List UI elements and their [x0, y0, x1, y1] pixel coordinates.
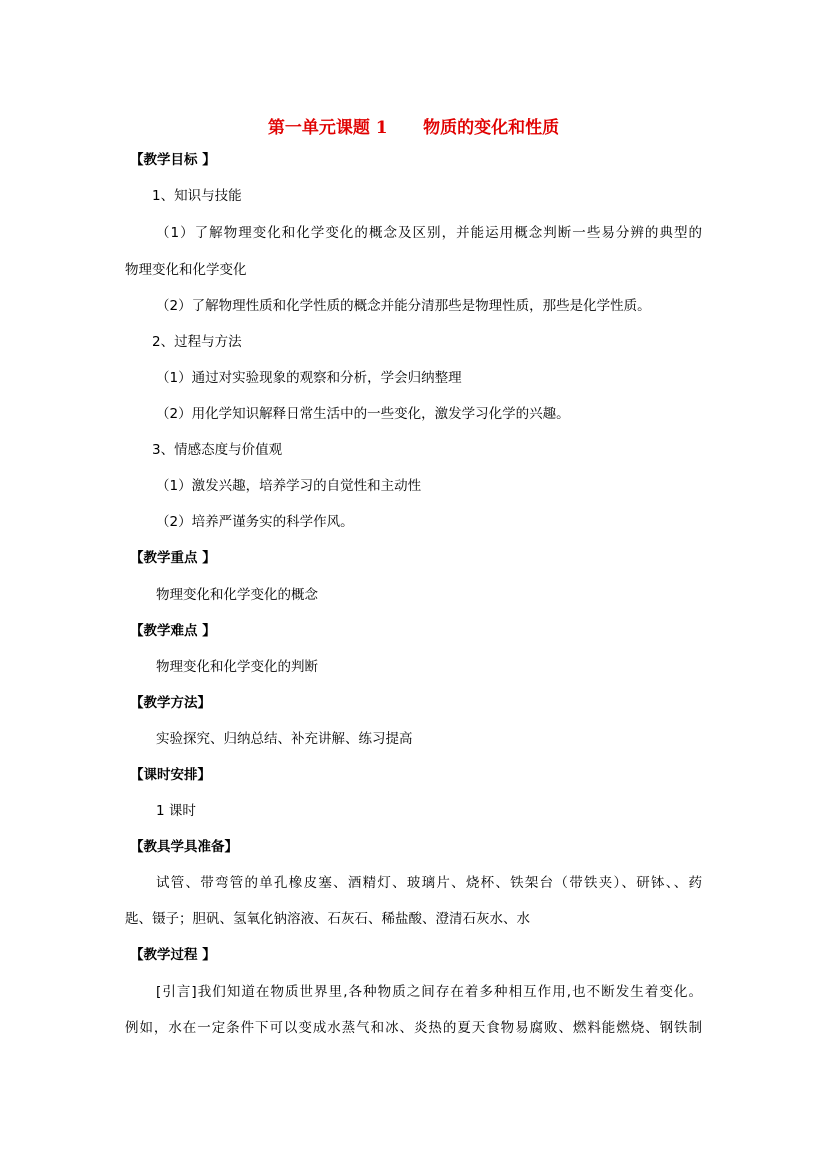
process-line-1: [引言]我们知道在物质世界里,各种物质之间存在着多种相互作用,也不断发生着变化。 — [156, 984, 702, 1000]
schedule-text: 1 课时 — [156, 803, 196, 819]
process-heading: 【教学过程 】 — [130, 947, 216, 963]
tools-line-1: 试管、带弯管的单孔橡皮塞、酒精灯、玻璃片、烧杯、铁架台（带铁夹）、研钵、、药 — [156, 875, 702, 891]
goals-item-3-2: （2）培养严谨务实的科学作风。 — [156, 514, 354, 530]
goals-item-3: 3、情感态度与价值观 — [152, 442, 283, 458]
tools-line-2: 匙、镊子；胆矾、氢氧化钠溶液、石灰石、稀盐酸、澄清石灰水、水 — [125, 911, 530, 927]
goals-item-2: 2、过程与方法 — [152, 334, 242, 350]
difficulty-heading: 【教学难点 】 — [130, 623, 216, 639]
key-heading: 【教学重点 】 — [130, 550, 216, 566]
page-title: 第一单元课题 1 物质的变化和性质 — [267, 118, 560, 138]
tools-heading: 【教具学具准备】 — [130, 839, 238, 855]
method-heading: 【教学方法】 — [130, 695, 211, 711]
goals-item-2-1: （1）通过对实验现象的观察和分析，学会归纳整理 — [156, 370, 462, 386]
goals-item-3-1: （1）激发兴趣，培养学习的自觉性和主动性 — [156, 478, 422, 494]
goals-item-1-1-line2: 物理变化和化学变化 — [125, 262, 247, 278]
goals-heading: 【教学目标 】 — [130, 152, 216, 168]
difficulty-text: 物理变化和化学变化的判断 — [156, 659, 318, 675]
schedule-heading: 【课时安排】 — [130, 767, 211, 783]
key-text: 物理变化和化学变化的概念 — [156, 587, 318, 603]
goals-item-1-1-line1: （1）了解物理变化和化学变化的概念及区别，并能运用概念判断一些易分辨的典型的 — [156, 225, 702, 241]
goals-item-1-2: （2）了解物理性质和化学性质的概念并能分清那些是物理性质，那些是化学性质。 — [156, 298, 651, 314]
goals-item-2-2: （2）用化学知识解释日常生活中的一些变化，激发学习化学的兴趣。 — [156, 406, 570, 422]
method-text: 实验探究、归纳总结、补充讲解、练习提高 — [156, 731, 413, 747]
goals-item-1: 1、知识与技能 — [152, 188, 242, 204]
process-line-2: 例如，水在一定条件下可以变成水蒸气和冰、炎热的夏天食物易腐败、燃料能燃烧、钢铁制 — [125, 1020, 702, 1036]
